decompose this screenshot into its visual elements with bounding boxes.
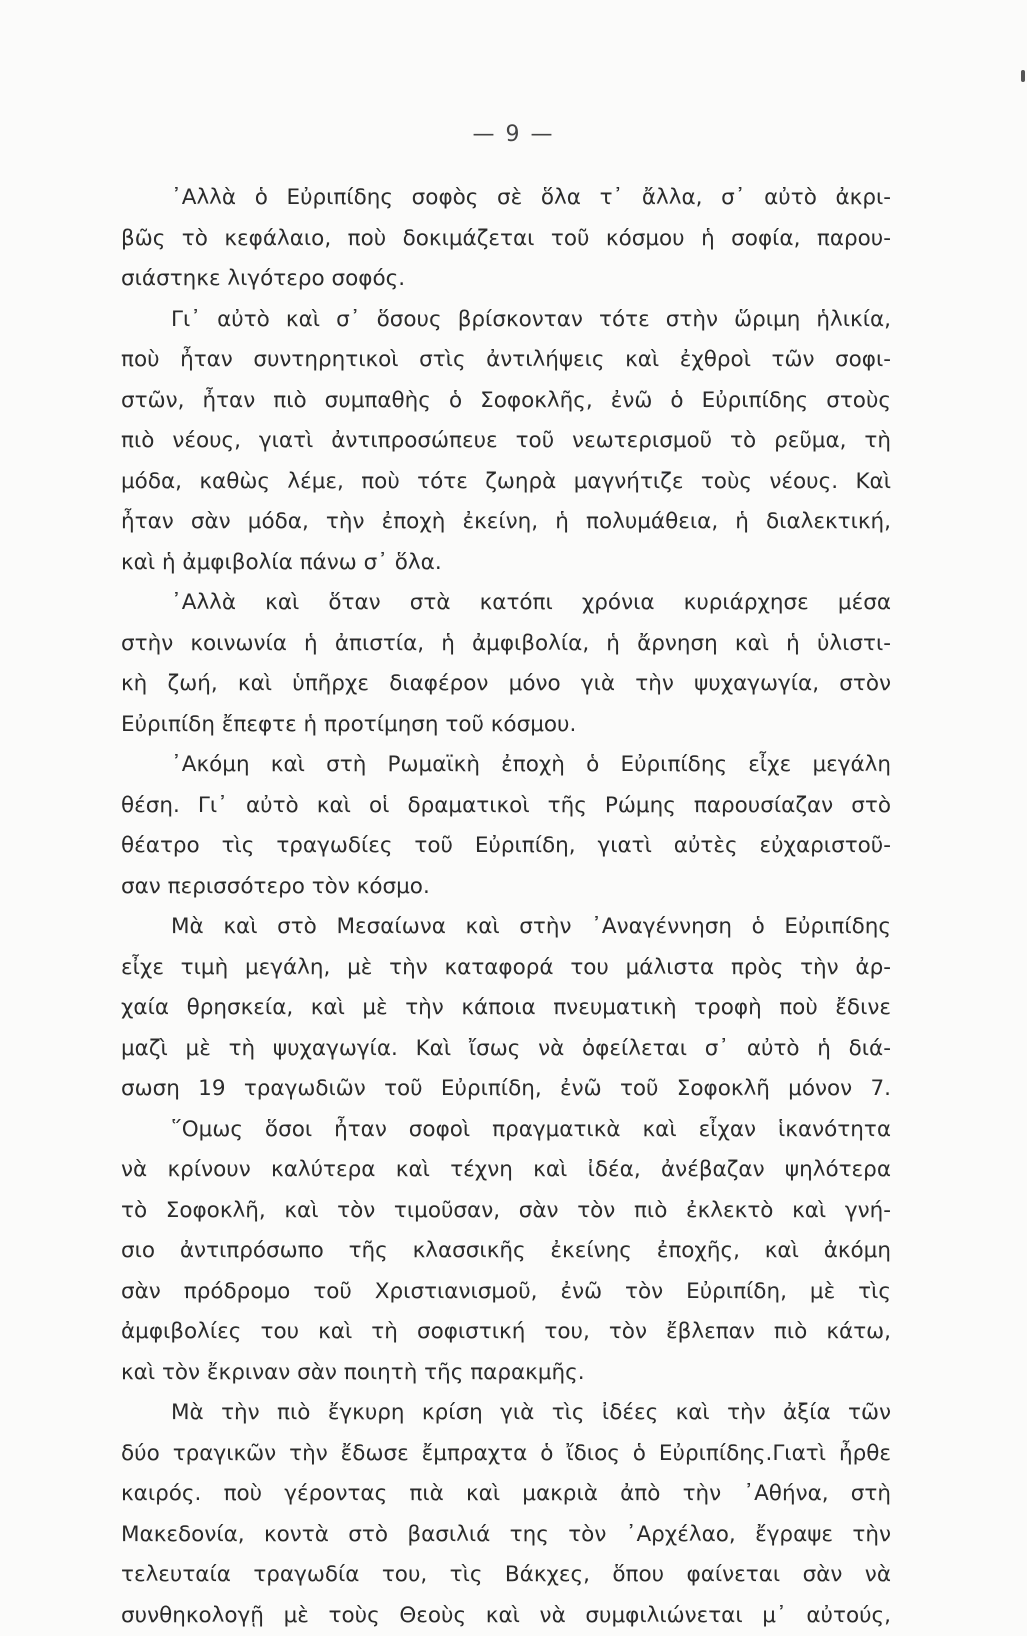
text-line: στὴν κοινωνία ἡ ἀπιστία, ἡ ἀμφιβολία, ἡ ἄρνηση καὶ ἡ ὑλιστι- [121,624,891,665]
text-line: Γι᾿ αὐτὸ καὶ σ᾿ ὅσους βρίσκονταν τότε στὴν ὥριμη ἡλικία, [121,300,891,341]
text-line: ῞Ομως ὅσοι ἦταν σοφοὶ πραγματικὰ καὶ εἶχαν ἱκανότητα [121,1110,891,1151]
text-line: χαία θρησκεία, καὶ μὲ τὴν κάποια πνευματικὴ τροφὴ ποὺ ἔδινε [121,988,891,1029]
text-line: μόδα, καθὼς λέμε, ποὺ τότε ζωηρὰ μαγνήτιζε τοὺς νέους. Καὶ [121,462,891,503]
text-line: βῶς τὸ κεφάλαιο, ποὺ δοκιμάζεται τοῦ κόσμου ἡ σοφία, παρου- [121,219,891,260]
text-line: Εὐριπίδη ἔπεφτε ἡ προτίμηση τοῦ κόσμου. [121,705,891,746]
text-line: τελευταία τραγωδία του, τὶς Βάκχες, ὅπου φαίνεται σὰν νὰ [121,1555,891,1596]
text-line: ἀμφιβολίες του καὶ τὴ σοφιστική του, τὸν ἔβλεπαν πιὸ κάτω, [121,1312,891,1353]
text-line: καιρός. ποὺ γέροντας πιὰ καὶ μακριὰ ἀπὸ τὴν ᾿Αθήνα, στὴ [121,1474,891,1515]
text-line: σωση 19 τραγωδιῶν τοῦ Εὐριπίδη, ἐνῶ τοῦ Σοφοκλῆ μόνον 7. [121,1069,891,1110]
scan-edge-mark [1021,70,1025,82]
text-line: συνθηκολογῇ μὲ τοὺς Θεοὺς καὶ νὰ συμφιλιώνεται μ᾿ αὐτούς, [121,1596,891,1636]
text-line: ἦταν σὰν μόδα, τὴν ἐποχὴ ἐκείνη, ἡ πολυμάθεια, ἡ διαλεκτική, [121,502,891,543]
text-line: μαζὶ μὲ τὴ ψυχαγωγία. Καὶ ἴσως νὰ ὀφείλεται σ᾿ αὐτὸ ἡ διά- [121,1029,891,1070]
page-number: — 9 — [0,122,1027,147]
text-line: νὰ κρίνουν καλύτερα καὶ τέχνη καὶ ἰδέα, ἀνέβαζαν ψηλότερα [121,1150,891,1191]
text-line: τὸ Σοφοκλῆ, καὶ τὸν τιμοῦσαν, σὰν τὸν πιὸ ἐκλεκτὸ καὶ γνή- [121,1191,891,1232]
text-line: ᾿Αλλὰ ὁ Εὐριπίδης σοφὸς σὲ ὅλα τ᾿ ἄλλα, σ᾿ αὐτὸ ἀκρι- [121,178,891,219]
text-line: στῶν, ἦταν πιὸ συμπαθὴς ὁ Σοφοκλῆς, ἐνῶ ὁ Εὐριπίδης στοὺς [121,381,891,422]
text-line: πιὸ νέους, γιατὶ ἀντιπροσώπευε τοῦ νεωτερισμοῦ τὸ ρεῦμα, τὴ [121,421,891,462]
text-line: θέση. Γι᾿ αὐτὸ καὶ οἱ δραματικοὶ τῆς Ρώμης παρουσίαζαν στὸ [121,786,891,827]
text-line: θέατρο τὶς τραγωδίες τοῦ Εὐριπίδη, γιατὶ αὐτὲς εὐχαριστοῦ- [121,826,891,867]
text-line: ᾿Ακόμη καὶ στὴ Ρωμαϊκὴ ἐποχὴ ὁ Εὐριπίδης εἶχε μεγάλη [121,745,891,786]
text-line: ποὺ ἦταν συντηρητικοὶ στὶς ἀντιλήψεις καὶ ἐχθροὶ τῶν σοφι- [121,340,891,381]
text-line: καὶ ἡ ἀμφιβολία πάνω σ᾿ ὅλα. [121,543,891,584]
text-line: εἶχε τιμὴ μεγάλη, μὲ τὴν καταφορά του μάλιστα πρὸς τὴν ἀρ- [121,948,891,989]
text-line: σαν περισσότερο τὸν κόσμο. [121,867,891,908]
text-line: Μὰ τὴν πιὸ ἔγκυρη κρίση γιὰ τὶς ἰδέες καὶ τὴν ἀξία τῶν [121,1393,891,1434]
text-line: καὶ τὸν ἔκριναν σὰν ποιητὴ τῆς παρακμῆς. [121,1353,891,1394]
text-line: σιάστηκε λιγότερο σοφός. [121,259,891,300]
text-line: σὰν πρόδρομο τοῦ Χριστιανισμοῦ, ἐνῶ τὸν Εὐριπίδη, μὲ τὶς [121,1272,891,1313]
text-line: δύο τραγικῶν τὴν ἔδωσε ἔμπραχτα ὁ ἴδιος ὁ Εὐριπίδης.Γιατὶ ἦρθε [121,1434,891,1475]
text-line: Μακεδονία, κοντὰ στὸ βασιλιά της τὸν ᾿Αρχέλαο, ἔγραψε τὴν [121,1515,891,1556]
text-line: κὴ ζωή, καὶ ὑπῆρχε διαφέρον μόνο γιὰ τὴν ψυχαγωγία, στὸν [121,664,891,705]
text-line: ᾿Αλλὰ καὶ ὅταν στὰ κατόπι χρόνια κυριάρχησε μέσα [121,583,891,624]
text-line: Μὰ καὶ στὸ Μεσαίωνα καὶ στὴν ᾿Αναγέννηση ὁ Εὐριπίδης [121,907,891,948]
text-line: σιο ἀντιπρόσωπο τῆς κλασσικῆς ἐκείνης ἐποχῆς, καὶ ἀκόμη [121,1231,891,1272]
body-text [121,178,891,1636]
